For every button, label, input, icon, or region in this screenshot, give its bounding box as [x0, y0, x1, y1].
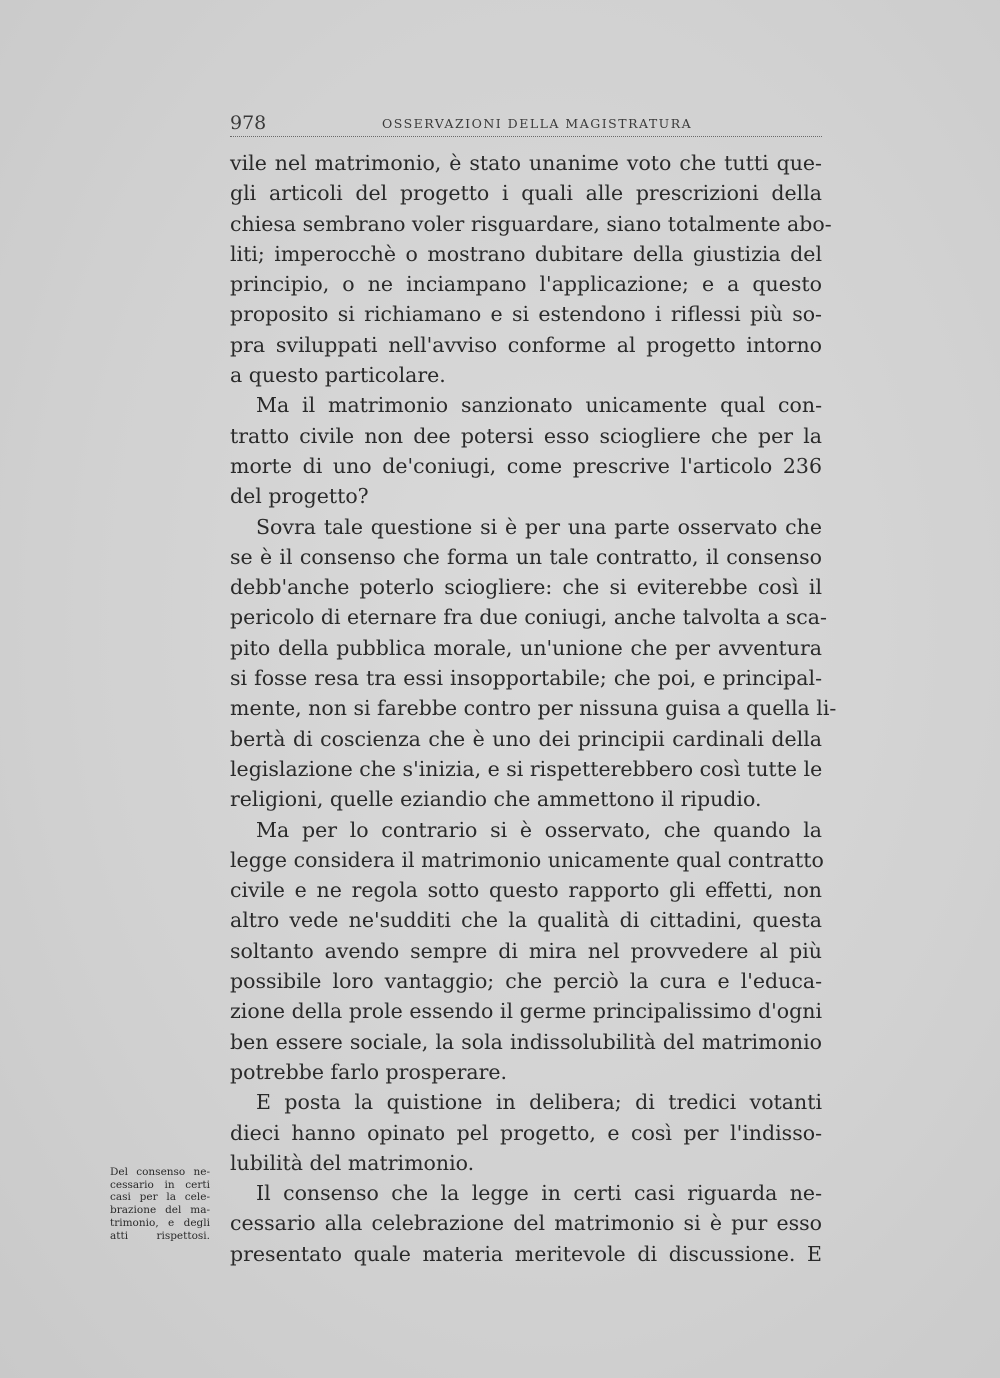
text-line: religioni, quelle eziandio che ammettono il ripudio.: [230, 787, 762, 812]
text-line: bertà di coscienza che è uno dei principii cardinali della: [230, 726, 822, 751]
text-line: Sovra tale questione si è per una parte osservato che: [256, 514, 822, 539]
text-line: ben essere sociale, la sola indissolubilità del matrimonio: [230, 1029, 822, 1054]
text-line: Ma per lo contrario si è osservato, che quando la: [256, 817, 822, 842]
text-line: possibile loro vantaggio; che perciò la cura e l'educa-: [230, 969, 822, 994]
text-line: E posta la quistione in delibera; di tredici votanti: [256, 1090, 822, 1115]
text-line: se è il consenso che forma un tale contratto, il consenso: [230, 544, 822, 569]
text-line: proposito si richiamano e si estendono i riflessi più so-: [230, 302, 822, 327]
marginal-note-line: Del consenso ne-: [110, 1166, 210, 1178]
text-line: pito della pubblica morale, un'unione che per avventura: [230, 635, 822, 660]
text-line: liti; imperocchè o mostrano dubitare della giustizia del: [230, 241, 822, 266]
text-line: Ma il matrimonio sanzionato unicamente qual con-: [256, 393, 822, 418]
text-line: morte di uno de'coniugi, come prescrive l'articolo 236: [230, 453, 822, 478]
text-line: lubilità del matrimonio.: [230, 1150, 475, 1175]
text-line: presentato quale materia meritevole di discussione. E: [230, 1241, 822, 1266]
text-line: soltanto avendo sempre di mira nel provvedere al più: [230, 938, 822, 963]
marginal-note-line: brazione del ma-: [110, 1204, 210, 1217]
page-header: [230, 112, 822, 137]
text-line: legge considera il matrimonio unicamente qual contratto: [230, 847, 824, 872]
text-line: a questo particolare.: [230, 363, 446, 388]
text-line: altro vede ne'sudditi che la qualità di cittadini, questa: [230, 908, 822, 933]
text-line: dieci hanno opinato pel progetto, e così per l'indisso-: [230, 1120, 822, 1145]
running-head: OSSERVAZIONI DELLA MAGISTRATURA: [382, 116, 693, 131]
marginal-note-line: trimonio, e degli: [110, 1216, 210, 1229]
text-line: pericolo di eternare fra due coniugi, anche talvolta a sca-: [230, 605, 827, 630]
text-line: mente, non si farebbe contro per nissuna guisa a quella li-: [230, 696, 837, 721]
text-line: del progetto?: [230, 484, 369, 509]
body-text: [230, 148, 837, 1269]
text-line: pra sviluppati nell'avviso conforme al progetto intorno: [230, 332, 822, 357]
text-line: cessario alla celebrazione del matrimonio si è pur esso: [230, 1211, 822, 1236]
marginal-note-line: casi per la cele-: [110, 1191, 210, 1204]
marginal-note: [110, 1166, 210, 1242]
text-line: legislazione che s'inizia, e si rispetterebbero così tutte le: [230, 756, 823, 781]
marginal-note-line: atti rispettosi.: [110, 1229, 210, 1242]
marginal-note-line: cessario in certi: [110, 1178, 210, 1191]
text-line: chiesa sembrano voler risguardare, siano totalmente abo-: [230, 211, 832, 236]
text-line: principio, o ne inciampano l'applicazione; e a questo: [230, 272, 822, 297]
text-line: vile nel matrimonio, è stato unanime voto che tutti que-: [230, 151, 822, 175]
text-line: si fosse resa tra essi insopportabile; che poi, e principal-: [230, 666, 822, 691]
text-line: gli articoli del progetto i quali alle prescrizioni della: [230, 181, 822, 206]
text-line: potrebbe farlo prosperare.: [230, 1059, 508, 1084]
text-line: civile e ne regola sotto questo rapporto gli effetti, non: [230, 878, 822, 903]
text-line: Il consenso che la legge in certi casi riguarda ne-: [256, 1181, 822, 1206]
text-line: zione della prole essendo il germe principalissimo d'ogni: [230, 999, 822, 1024]
text-line: debb'anche poterlo sciogliere: che si eviterebbe così il: [230, 575, 822, 600]
text-line: tratto civile non dee potersi esso sciogliere che per la: [230, 423, 822, 448]
page-number: 978: [230, 112, 267, 134]
